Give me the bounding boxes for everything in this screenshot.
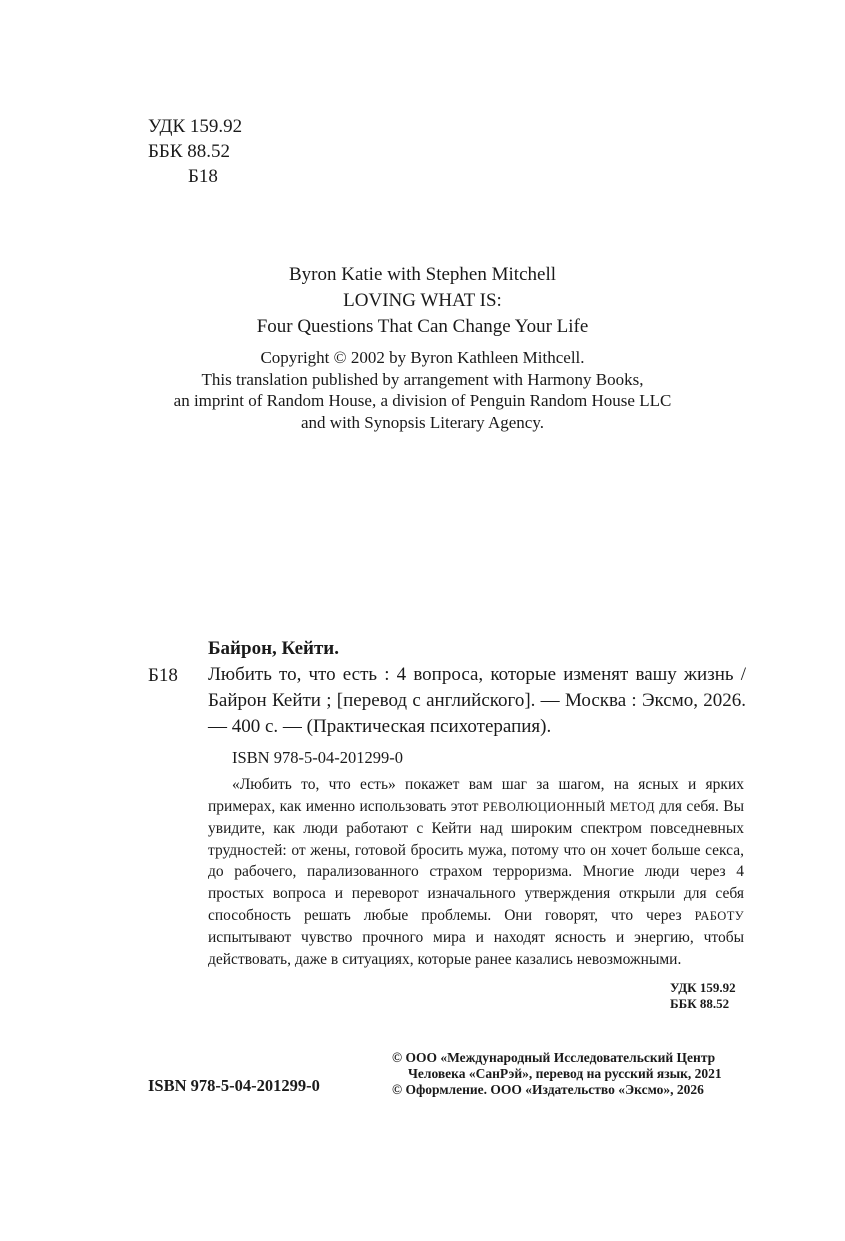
catalog-mark: Б18: [148, 665, 178, 686]
annotation-paragraph: [208, 774, 744, 970]
udk-code: УДК 159.92: [148, 116, 243, 137]
annotation-emphasis: РЕВОЛЮЦИОННЫЙ МЕТОД: [482, 799, 655, 814]
footer-isbn: ISBN 978-5-04-201299-0: [148, 1076, 320, 1095]
footer-bbk: ББК 88.52: [670, 996, 730, 1011]
catalog-author-heading: Байрон, Кейти.: [208, 638, 339, 659]
copyright-line: and with Synopsis Literary Agency.: [301, 412, 544, 432]
copyright-block: [0, 347, 845, 433]
original-title: LOVING WHAT IS:: [343, 290, 502, 311]
rights-block: [392, 1050, 722, 1098]
copyright-line: an imprint of Random House, a division of Penguin Random House LLC: [173, 391, 672, 410]
footer-udk: УДК 159.92: [670, 980, 736, 995]
annotation-text: «Любить то, что есть» покажет вам шаг за шагом, на ясных и ярких примерах, как именно использовать этот: [208, 776, 744, 815]
footer-classification: [670, 980, 736, 1012]
catalog-description: Любить то, что есть : 4 вопроса, которые изменят вашу жизнь / Байрон Кейти ; [перевод с английского]. — Москва : Эксмо, 2026. — 400 с. — (Практическая психотерапия).: [208, 664, 746, 737]
original-subtitle: Four Questions That Can Change Your Life: [256, 316, 589, 337]
author-mark: Б18: [188, 166, 218, 187]
rights-line: © ООО «Международный Исследовательский Центр: [392, 1050, 716, 1065]
bbk-code: ББК 88.52: [148, 141, 230, 162]
annotation-emphasis: РАБОТУ: [694, 908, 744, 923]
annotation-text: для себя. Вы увидите, как люди работают с Кейти над широким спектром повседневных трудностей: от жены, готовой бросить мужа, потому что он хочет больше секса, до рабочего, парализованного страхом терроризма. Многие люди через 4 простых вопроса и переворот изначального утверждения открыли для себя способность решать любые проблемы. Они говорят, что через: [208, 797, 744, 924]
rights-line: Человека «СанРэй», перевод на русский язык, 2021: [408, 1066, 722, 1081]
copyright-line: Copyright © 2002 by Byron Kathleen Mithcell.: [260, 348, 585, 367]
classification-block: [148, 114, 242, 189]
original-title-block: [0, 262, 845, 340]
rights-line: © Оформление. ООО «Издательство «Эксмо», 2026: [392, 1082, 704, 1097]
annotation-text: испытывают чувство прочного мира и находят ясность и энергию, чтобы действовать, даже в ситуациях, которые ранее казались невозможными.: [208, 929, 744, 968]
catalog-isbn: ISBN 978-5-04-201299-0: [232, 748, 403, 767]
original-authors: Byron Katie with Stephen Mitchell: [288, 264, 556, 285]
copyright-line: This translation published by arrangement with Harmony Books,: [201, 369, 644, 389]
